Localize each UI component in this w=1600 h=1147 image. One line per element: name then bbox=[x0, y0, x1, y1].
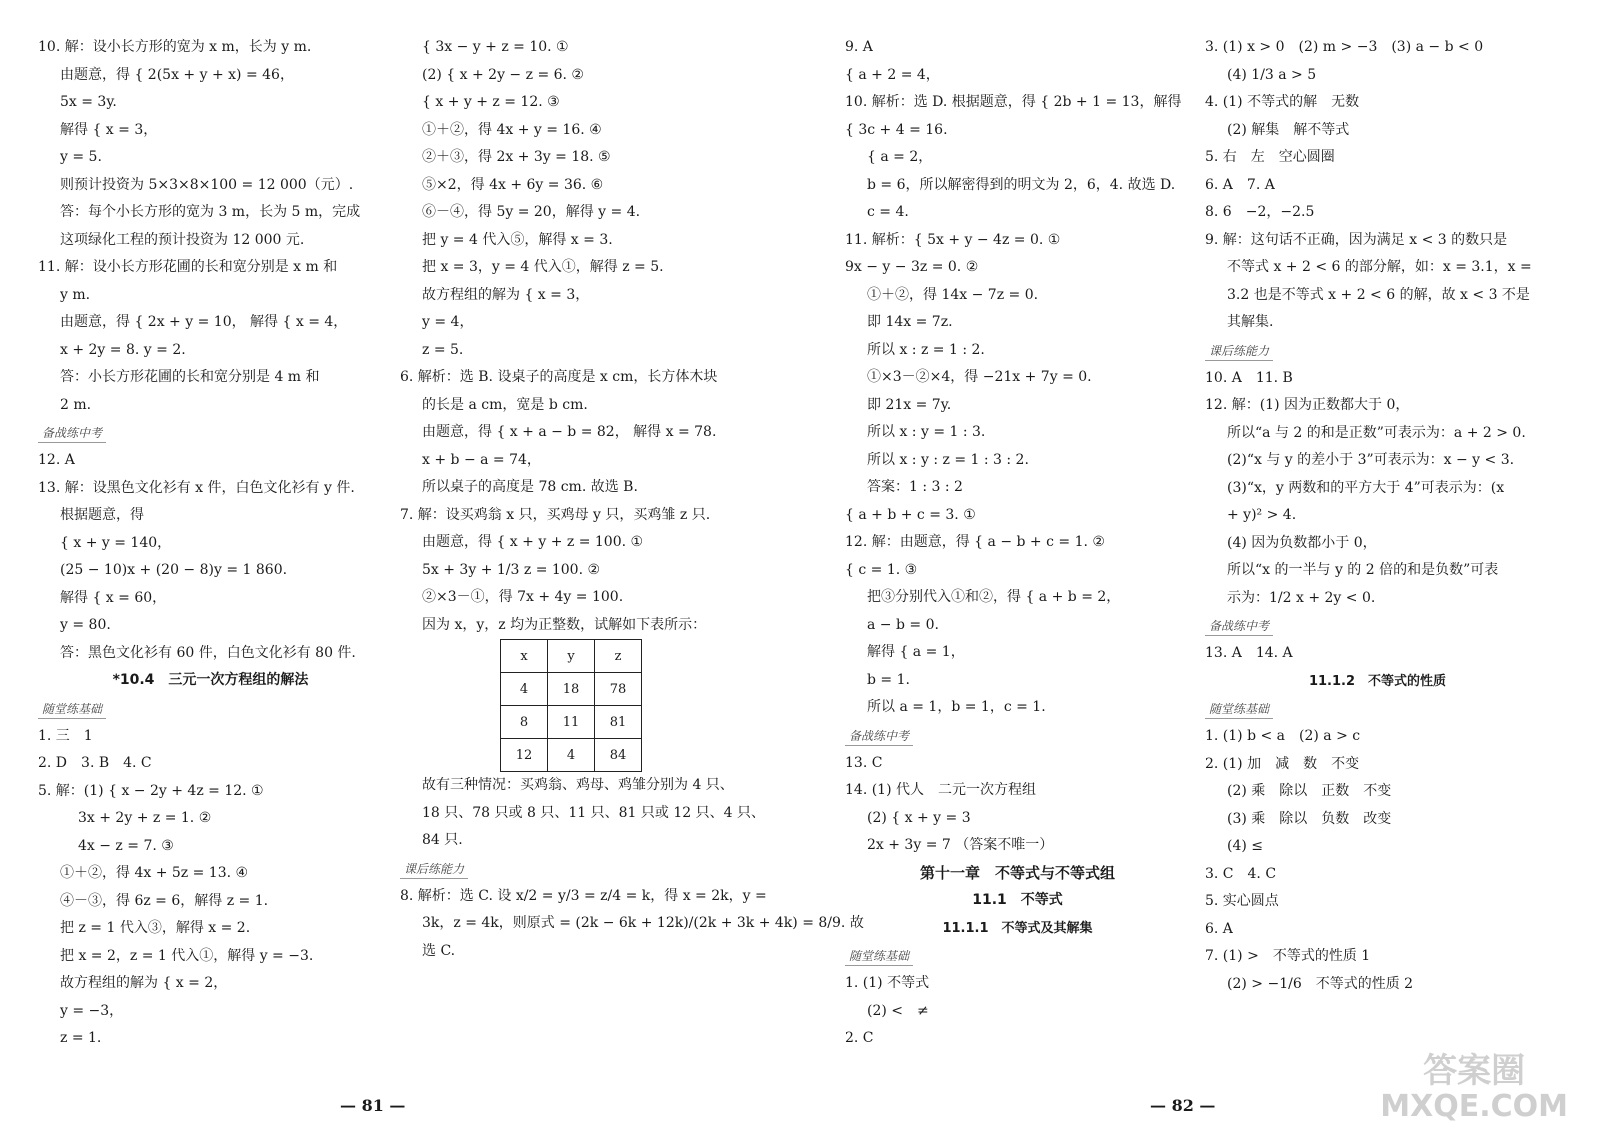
section-label: 随堂练基础 bbox=[845, 947, 913, 966]
text-line: 6. 解析：选 B. 设桌子的高度是 x cm，长方体木块 bbox=[400, 369, 718, 385]
text-line: (2) < ≠ bbox=[867, 1002, 929, 1019]
text-line: 11. 解析：{ 5x + y − 4z = 0. ① bbox=[845, 231, 1061, 248]
text-line: 2 m. bbox=[60, 396, 92, 413]
text-line: 由题意，得 { 2x + y = 10， 解得 { x = 4， bbox=[60, 314, 348, 330]
watermark-text: 答案圈 bbox=[1423, 1051, 1526, 1091]
col1-block-c bbox=[38, 723, 383, 1053]
watermark-logo bbox=[1380, 1053, 1568, 1125]
text-line: 5. 实心圆点 bbox=[1205, 893, 1279, 909]
text-line: { a + 2 = 4， bbox=[845, 66, 940, 83]
text-line: (4) 1/3 a > 5 bbox=[1227, 66, 1317, 83]
text-line: 示为：1/2 x + 2y < 0. bbox=[1227, 589, 1376, 606]
text-line: 故有三种情况：买鸡翁、鸡母、鸡雏分别为 4 只、 bbox=[422, 777, 734, 793]
text-line: 故方程组的解为 { x = 3， bbox=[422, 286, 590, 303]
text-line: 5. 解：(1) { x − 2y + 4z = 12. ① bbox=[38, 782, 264, 799]
text-line: 14. (1) 代人 二元一次方程组 bbox=[845, 782, 1036, 798]
text-line: ①×3－②×4，得 −21x + 7y = 0. bbox=[867, 369, 1092, 385]
text-line: 由题意，得 { x + y + z = 100. ① bbox=[422, 534, 644, 550]
watermark-url: MXQE.COM bbox=[1380, 1089, 1568, 1124]
text-line: { c = 1. ③ bbox=[845, 561, 918, 578]
text-line: 选 C. bbox=[422, 942, 456, 959]
text-line: { x + y = 140， bbox=[60, 534, 172, 551]
text-line: { a + b + c = 3. ① bbox=[845, 506, 976, 523]
text-line: y = 80. bbox=[60, 617, 111, 633]
text-line: 7. (1) > 不等式的性质 1 bbox=[1205, 948, 1371, 964]
text-line: 1. (1) b < a (2) a > c bbox=[1205, 728, 1361, 744]
table-row bbox=[501, 739, 642, 772]
table-row bbox=[501, 706, 642, 739]
text-line: (2) > −1/6 不等式的性质 2 bbox=[1227, 975, 1414, 992]
table-cell: 4 bbox=[501, 673, 548, 706]
text-line: 12. A bbox=[38, 452, 75, 468]
text-line: 所以“a 与 2 的和是正数”可表示为：a + 2 > 0. bbox=[1227, 424, 1526, 441]
text-line: 11. 解：设小长方形花圃的长和宽分别是 x m 和 bbox=[38, 259, 338, 275]
text-line: 把 x = 2，z = 1 代入①，解得 y = −3. bbox=[60, 947, 314, 964]
text-line: 2. (1) 加 减 数 不变 bbox=[1205, 755, 1360, 772]
text-line: { 3x − y + z = 10. ① bbox=[422, 39, 569, 55]
text-line: 的长是 a cm，宽是 b cm. bbox=[422, 396, 588, 413]
text-line: 10. A 11. B bbox=[1205, 369, 1293, 386]
text-line: (4) 因为负数都小于 0， bbox=[1227, 534, 1377, 551]
section-title: 11.1 不等式 bbox=[972, 892, 1063, 908]
solution-table bbox=[500, 639, 642, 772]
text-line: a − b = 0. bbox=[867, 616, 939, 633]
text-line: 5x = 3y. bbox=[60, 94, 117, 110]
table-cell: 8 bbox=[501, 706, 548, 739]
text-line: 9. A bbox=[845, 39, 873, 55]
text-line: 3x + 2y + z = 1. ② bbox=[78, 810, 212, 826]
text-line: 这项绿化工程的预计投资为 12 000 元. bbox=[60, 231, 305, 248]
col1-block-a bbox=[38, 34, 383, 419]
text-line: ②×3－①，得 7x + 4y = 100. bbox=[422, 589, 624, 605]
table-cell: 84 bbox=[595, 739, 642, 772]
col4-block-d bbox=[1205, 723, 1550, 998]
text-line: 解得 { x = 3， bbox=[60, 121, 158, 138]
text-line: 6. A bbox=[1205, 920, 1233, 937]
text-line: y = 5. bbox=[60, 149, 102, 165]
text-line: 则预计投资为 5×3×8×100 = 12 000（元）. bbox=[60, 176, 354, 193]
col2-block-a bbox=[400, 34, 760, 639]
text-line: 答：小长方形花圃的长和宽分别是 4 m 和 bbox=[60, 369, 320, 385]
text-line: 由题意，得 { 2(5x + y + x) = 46， bbox=[60, 66, 294, 83]
table-header-cell: y bbox=[548, 640, 595, 673]
text-line: 即 14x = 7z. bbox=[867, 314, 953, 330]
text-line: 8. 解析：选 C. 设 x/2 = y/3 = z/4 = k，得 x = 2k，y = bbox=[400, 887, 767, 904]
text-line: 13. C bbox=[845, 754, 883, 771]
text-line: c = 4. bbox=[867, 204, 909, 220]
text-line: ①＋②，得 14x − 7z = 0. bbox=[867, 286, 1039, 303]
text-line: 7. 解：设买鸡翁 x 只，买鸡母 y 只，买鸡雏 z 只. bbox=[400, 506, 711, 523]
table-header-cell: x bbox=[501, 640, 548, 673]
text-line: 把③分别代入①和②，得 { a + b = 2， bbox=[867, 589, 1121, 605]
text-line: 3.2 也是不等式 x + 2 < 6 的解，故 x < 3 不是 bbox=[1227, 286, 1530, 303]
text-line: (3) 乘 除以 负数 改变 bbox=[1227, 810, 1392, 827]
text-line: z = 5. bbox=[422, 341, 464, 358]
text-line: ②＋③，得 2x + 3y = 18. ⑤ bbox=[422, 149, 611, 165]
section-heading: *10.4 三元一次方程组的解法 bbox=[112, 672, 309, 688]
text-line: 其解集. bbox=[1227, 314, 1274, 330]
text-line: x + b − a = 74， bbox=[422, 451, 541, 468]
text-line: y = 4， bbox=[422, 314, 474, 330]
column-3 bbox=[845, 34, 1190, 1053]
subsection-title: 11.1.2 不等式的性质 bbox=[1308, 673, 1447, 689]
text-line: y m. bbox=[60, 286, 91, 303]
text-line: 解得 { x = 60， bbox=[60, 589, 167, 606]
text-line: (2) { x + 2y − z = 6. ② bbox=[422, 66, 584, 83]
table-cell: 4 bbox=[548, 739, 595, 772]
table-cell: 18 bbox=[548, 673, 595, 706]
page-number-right: — 82 — bbox=[1150, 1096, 1216, 1115]
text-line: 3k，z = 4k，则原式 = (2k − 6k + 12k)/(2k + 3k + 4k) = 8/9. 故 bbox=[422, 915, 864, 931]
text-line: 把 z = 1 代入③，解得 x = 2. bbox=[60, 920, 251, 936]
table-cell: 11 bbox=[548, 706, 595, 739]
table-row bbox=[501, 673, 642, 706]
text-line: 故方程组的解为 { x = 2， bbox=[60, 975, 228, 991]
text-line: 9x − y − 3z = 0. ② bbox=[845, 259, 979, 275]
text-line: x + 2y = 8. y = 2. bbox=[60, 341, 186, 358]
text-line: (3)“x，y 两数和的平方大于 4”可表示为：(x bbox=[1227, 479, 1505, 496]
text-line: y = −3， bbox=[60, 1002, 124, 1019]
section-label: 备战练中考 bbox=[38, 424, 106, 443]
text-line: 所以 x : z = 1 : 2. bbox=[867, 341, 985, 358]
text-line: 10. 解：设小长方形的宽为 x m，长为 y m. bbox=[38, 39, 312, 55]
text-line: ④－③，得 6z = 6，解得 z = 1. bbox=[60, 892, 269, 909]
text-line: 所以 x : y : z = 1 : 3 : 2. bbox=[867, 451, 1029, 468]
table-cell: 81 bbox=[595, 706, 642, 739]
table-header-cell: z bbox=[595, 640, 642, 673]
text-line: 12. 解：由题意，得 { a − b + c = 1. ② bbox=[845, 534, 1105, 550]
text-line: z = 1. bbox=[60, 1030, 102, 1046]
col3-block-c bbox=[845, 970, 1190, 1053]
text-line: 所以“x 的一半与 y 的 2 倍的和是负数”可表 bbox=[1227, 562, 1499, 578]
col3-block-a bbox=[845, 34, 1190, 722]
text-line: 1. (1) 不等式 bbox=[845, 975, 930, 991]
text-line: ①＋②，得 4x + y = 16. ④ bbox=[422, 121, 602, 138]
col2-block-c bbox=[400, 883, 864, 966]
col4-block-c bbox=[1205, 640, 1550, 668]
text-line: ①＋②，得 4x + 5z = 13. ④ bbox=[60, 865, 249, 881]
text-line: 8. 6 −2，−2.5 bbox=[1205, 204, 1315, 220]
col4-block-b bbox=[1205, 365, 1550, 613]
col4-block-a bbox=[1205, 34, 1550, 337]
table-cell: 12 bbox=[501, 739, 548, 772]
text-line: b = 1. bbox=[867, 671, 910, 688]
section-label: 备战练中考 bbox=[845, 727, 913, 746]
section-label: 课后练能力 bbox=[400, 860, 468, 879]
text-line: 根据题意，得 bbox=[60, 507, 144, 523]
text-line: { x + y + z = 12. ③ bbox=[422, 94, 560, 110]
text-line: (25 − 10)x + (20 − 8)y = 1 860. bbox=[60, 562, 288, 578]
text-line: 13. A 14. A bbox=[1205, 645, 1293, 661]
text-line: 答：每个小长方形的宽为 3 m，长为 5 m，完成 bbox=[60, 204, 361, 220]
text-line: (2) { x + y = 3 bbox=[867, 809, 971, 826]
text-line: 把 x = 3，y = 4 代入①，解得 z = 5. bbox=[422, 259, 664, 275]
text-line: 答：黑色文化衫有 60 件，白色文化衫有 80 件. bbox=[60, 644, 356, 661]
text-line: (4) ≤ bbox=[1227, 838, 1264, 854]
text-line: 5x + 3y + 1/3 z = 100. ② bbox=[422, 561, 601, 578]
text-line: 4. (1) 不等式的解 无数 bbox=[1205, 94, 1360, 110]
column-4 bbox=[1205, 34, 1550, 998]
text-line: 12. 解：(1) 因为正数都大于 0， bbox=[1205, 397, 1410, 413]
text-line: (2)“x 与 y 的差小于 3”可表示为：x − y < 3. bbox=[1227, 452, 1515, 468]
text-line: + y)² > 4. bbox=[1227, 507, 1297, 523]
text-line: 由题意，得 { x + a − b = 82， 解得 x = 78. bbox=[422, 424, 717, 440]
text-line: 所以桌子的高度是 78 cm. 故选 B. bbox=[422, 479, 638, 495]
subsection-title: 11.1.1 不等式及其解集 bbox=[942, 920, 1093, 936]
text-line: 3. C 4. C bbox=[1205, 865, 1277, 882]
text-line: 84 只. bbox=[422, 832, 463, 848]
text-line: 10. 解析：选 D. 根据题意，得 { 2b + 1 = 13，解得 bbox=[845, 94, 1182, 110]
text-line: 2. D 3. B 4. C bbox=[38, 755, 152, 771]
text-line: 答案：1 : 3 : 2 bbox=[867, 479, 963, 495]
text-line: ⑤×2，得 4x + 6y = 36. ⑥ bbox=[422, 176, 604, 193]
section-label: 课后练能力 bbox=[1205, 342, 1273, 361]
text-line: 所以 x : y = 1 : 3. bbox=[867, 424, 986, 440]
text-line: b = 6，所以解密得到的明文为 2，6，4. 故选 D. bbox=[867, 176, 1176, 193]
column-1 bbox=[38, 34, 383, 1053]
text-line: 解得 { a = 1， bbox=[867, 644, 965, 660]
text-line: { a = 2， bbox=[867, 149, 933, 165]
section-label: 备战练中考 bbox=[1205, 617, 1273, 636]
section-label: 随堂练基础 bbox=[38, 700, 106, 719]
col2-block-b bbox=[400, 772, 765, 855]
text-line: 6. A 7. A bbox=[1205, 176, 1275, 193]
text-line: 13. 解：设黑色文化衫有 x 件，白色文化衫有 y 件. bbox=[38, 479, 355, 496]
table-header-row bbox=[501, 640, 642, 673]
text-line: 9. 解：这句话不正确，因为满足 x < 3 的数只是 bbox=[1205, 231, 1508, 248]
text-line: 2. C bbox=[845, 1030, 874, 1046]
text-line: 3. (1) x > 0 (2) m > −3 (3) a − b < 0 bbox=[1205, 39, 1484, 55]
text-line: (2) 解集 解不等式 bbox=[1227, 121, 1350, 138]
col3-block-b bbox=[845, 750, 1190, 860]
text-line: 因为 x，y，z 均为正整数，试解如下表所示： bbox=[422, 616, 707, 633]
page-number-left: — 81 — bbox=[340, 1096, 406, 1115]
text-line: ⑥－④，得 5y = 20，解得 y = 4. bbox=[422, 204, 641, 220]
text-line: (2) 乘 除以 正数 不变 bbox=[1227, 783, 1392, 799]
text-line: 所以 a = 1，b = 1，c = 1. bbox=[867, 699, 1046, 715]
section-label: 随堂练基础 bbox=[1205, 700, 1273, 719]
col1-block-b bbox=[38, 447, 383, 667]
text-line: 18 只、78 只或 8 只、11 只、81 只或 12 只、4 只、 bbox=[422, 804, 765, 821]
table-cell: 78 bbox=[595, 673, 642, 706]
text-line: { 3c + 4 = 16. bbox=[845, 121, 948, 138]
text-line: 不等式 x + 2 < 6 的部分解，如：x = 3.1，x = bbox=[1227, 259, 1532, 275]
text-line: 4x − z = 7. ③ bbox=[78, 837, 174, 854]
text-line: 1. 三 1 bbox=[38, 727, 93, 744]
chapter-title: 第十一章 不等式与不等式组 bbox=[919, 863, 1115, 882]
text-line: 2x + 3y = 7 （答案不唯一） bbox=[867, 837, 1054, 853]
text-line: 把 y = 4 代入⑤，解得 x = 3. bbox=[422, 231, 613, 248]
text-line: 即 21x = 7y. bbox=[867, 396, 952, 413]
text-line: 5. 右 左 空心圆圈 bbox=[1205, 149, 1335, 165]
